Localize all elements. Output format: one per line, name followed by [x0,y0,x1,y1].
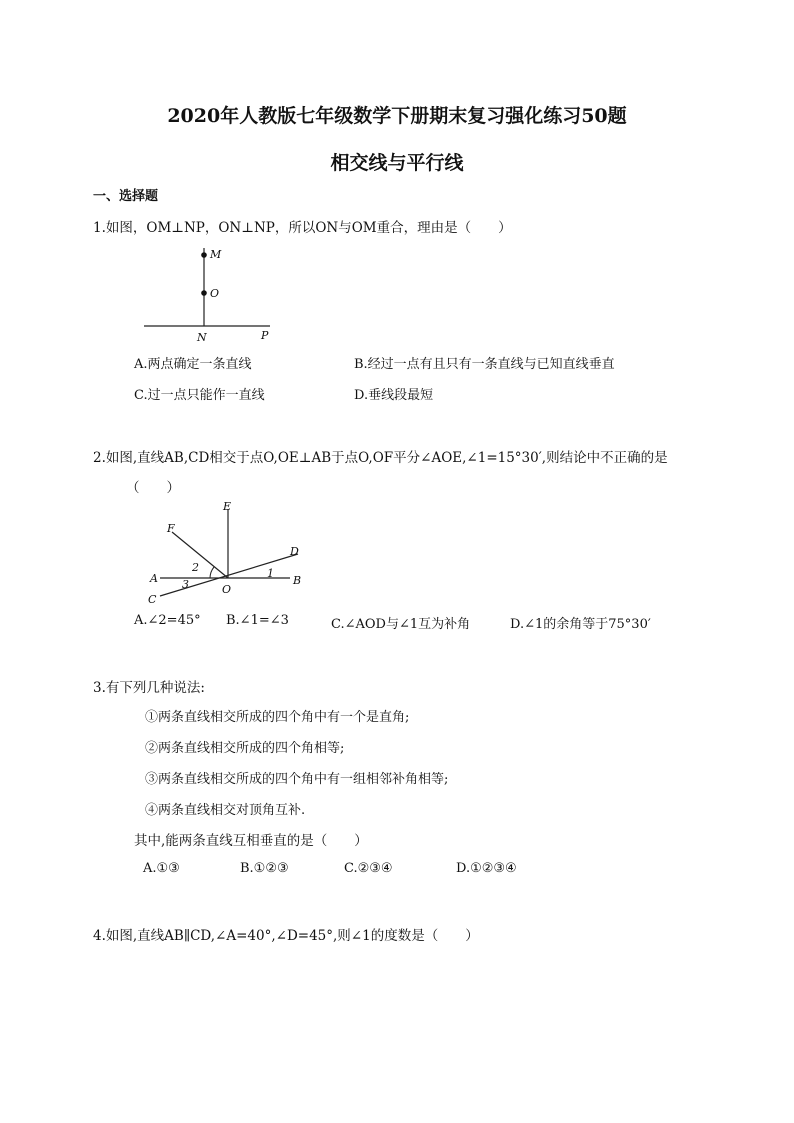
label-p: P [261,329,269,342]
label-angle-1: 1 [267,567,274,580]
question-2-figure [140,495,320,610]
angle-arc [210,567,214,578]
question-4-stem: 4.如图,直线AB∥CD,∠A=40°,∠D=45°,则∠1的度数是（ ） [93,928,479,944]
label-b: B [293,574,302,587]
label-f: F [167,522,175,535]
label-m: M [210,248,222,261]
page-title: 2020年人教版七年级数学下册期末复习强化练习50题 [167,105,627,127]
label-a: A [150,572,158,585]
question-1-option-c: C.过一点只能作一直线 [134,388,265,403]
question-1-option-d: D.垂线段最短 [354,388,434,403]
point-m [201,252,207,258]
question-2-paren: （ ） [126,480,180,496]
page-subtitle: 相交线与平行线 [330,152,464,174]
question-1-option-a: A.两点确定一条直线 [134,357,252,372]
question-3-option-d: D.①②③④ [456,861,517,876]
question-2-option-d: D.∠1的余角等于75°30′ [510,617,651,632]
question-1-option-b: B.经过一点有且只有一条直线与已知直线垂直 [354,357,615,372]
question-2-option-c: C.∠AOD与∠1互为补角 [331,617,471,632]
question-2-stem: 2.如图,直线AB,CD相交于点O,OE⊥AB于点O,OF平分∠AOE,∠1=15°30′,则结论中不正确的是 [93,450,668,466]
label-angle-3: 3 [182,578,189,591]
question-1-figure [140,240,280,345]
question-3-item-2: ②两条直线相交所成的四个角相等; [145,741,345,756]
point-o [201,290,207,296]
question-3-option-b: B.①②③ [240,861,289,876]
question-1-stem: 1.如图，OM⊥NP，ON⊥NP，所以ON与OM重合，理由是（ ） [93,220,512,236]
question-3-stem: 3.有下列几种说法: [93,680,205,696]
label-o: O [210,287,220,300]
question-2-option-b: B.∠1=∠3 [226,613,289,628]
question-3-item-1: ①两条直线相交所成的四个角中有一个是直角; [145,710,410,725]
label-d: D [290,545,299,558]
line-of [172,532,228,578]
question-3-question: 其中,能两条直线互相垂直的是（ ） [134,833,368,849]
question-3-item-4: ④两条直线相交对顶角互补. [145,803,306,818]
label-c: C [148,593,157,606]
question-2-option-a: A.∠2=45° [134,613,201,628]
label-e: E [223,500,232,513]
label-o: O [222,583,232,596]
question-3-option-a: A.①③ [143,861,180,876]
question-3-item-3: ③两条直线相交所成的四个角中有一组相邻补角相等; [145,772,449,787]
label-angle-2: 2 [192,561,199,574]
label-n: N [197,331,207,344]
question-3-option-c: C.②③④ [344,861,393,876]
section-heading: 一、选择题 [93,189,159,204]
